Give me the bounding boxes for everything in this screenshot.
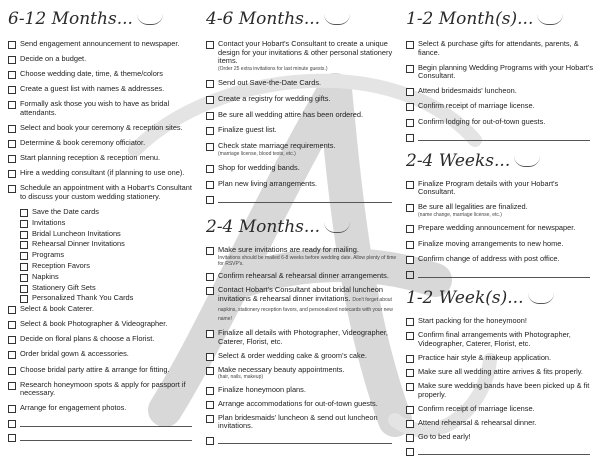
checkbox[interactable]: [8, 336, 16, 344]
checklist-item[interactable]: [406, 224, 596, 233]
checkbox[interactable]: [20, 220, 28, 228]
blank-lines-6-12: [8, 419, 198, 442]
checkbox[interactable]: [8, 56, 16, 64]
checklist-item[interactable]: [406, 255, 596, 264]
section-title-4-6-months: 4-6 Months...: [206, 8, 398, 30]
checkbox[interactable]: [406, 204, 414, 212]
checklist-item-text: Select and book your ceremony & reception sites.: [20, 123, 183, 133]
checklist-item[interactable]: [8, 305, 198, 314]
checklist-item[interactable]: [206, 286, 398, 323]
checklist-item[interactable]: [406, 102, 596, 111]
checklist-item[interactable]: [8, 350, 198, 359]
checklist-item[interactable]: [406, 433, 596, 442]
checkbox[interactable]: [406, 383, 414, 391]
stationery-checklist-item[interactable]: [8, 284, 198, 293]
checklist-item[interactable]: [8, 404, 198, 413]
checklist-item[interactable]: [8, 169, 198, 178]
checklist-item[interactable]: [406, 405, 596, 414]
checkbox[interactable]: [206, 415, 214, 423]
checklist-item-text: Finalize moving arrangements to new home.: [418, 238, 564, 248]
checkbox[interactable]: [8, 140, 16, 148]
checkbox[interactable]: [8, 185, 16, 193]
blank-lines-2-4-months: [206, 436, 398, 445]
checklist-item-text: Confirm lodging for out-of-town guests.: [418, 116, 546, 126]
checklist-item-text: Be sure all legalities are finalized.: [418, 202, 528, 212]
stationery-checklist-item[interactable]: [8, 294, 198, 303]
checkbox[interactable]: [8, 351, 16, 359]
blank-lines-4-6: [206, 195, 398, 204]
checklist-item-text: Shop for wedding bands.: [218, 162, 300, 172]
checklist-item-text: Plan new living arrangements.: [218, 178, 318, 188]
checkbox[interactable]: [206, 330, 214, 338]
checkbox[interactable]: [406, 369, 414, 377]
checklist-item-text: Select & book Photographer & Videographer.: [20, 319, 168, 329]
checklist-item-text: Finalize Program details with your Hobart's Consultant.: [418, 178, 559, 197]
checklist-item-text: Rehearsal Dinner Invitations: [32, 239, 125, 249]
section-title-1-2-months: 1-2 Month(s)...: [406, 8, 596, 30]
stationery-checklist-item[interactable]: [8, 230, 198, 239]
checklist-item[interactable]: [406, 354, 596, 363]
checklist-item[interactable]: [406, 240, 596, 249]
checklist-item-text: Make necessary beauty appointments.: [218, 364, 345, 374]
section-title-1-2-weeks: 1-2 Week(s)...: [406, 287, 596, 309]
checklist-item[interactable]: [406, 87, 596, 96]
checklist-item-text: Order bridal gown & accessories.: [20, 349, 129, 359]
stationery-checklist: [8, 208, 198, 303]
checklist-item-text: Schedule an appointment with a Hobart's Consultant to discuss your custom wedding stationery.: [20, 183, 192, 202]
checklist-item-text: Stationery Gift Sets: [32, 282, 96, 292]
checklist-item-text: Reception Favors: [32, 261, 90, 271]
column-4-6-and-2-4-months: [206, 0, 398, 445]
checklist-item-text: Decide on a budget.: [20, 54, 87, 64]
checklist-item[interactable]: [206, 414, 398, 431]
checklist-item[interactable]: [406, 180, 596, 197]
checklist-item-text: Check state marriage requirements.: [218, 141, 336, 151]
checkbox[interactable]: [406, 332, 414, 340]
checkbox[interactable]: [406, 181, 414, 189]
checklist-item-text: Send engagement announcement to newspaper.: [20, 39, 180, 48]
checklist-item[interactable]: [206, 126, 398, 135]
checklist-item-text: Start planning reception & reception menu.: [20, 153, 161, 163]
checklist-item[interactable]: [206, 352, 398, 361]
checklist-item-text: Make sure all wedding attire arrives & fits properly.: [418, 366, 583, 376]
checklist-item[interactable]: [8, 320, 198, 329]
checklist-item-note: Don't forget about napkins, stationery reception favors, and personalized notecards with your new name!: [218, 297, 393, 323]
checkbox[interactable]: [8, 382, 16, 390]
checkbox[interactable]: [206, 367, 214, 375]
blank-checklist-line[interactable]: [206, 195, 398, 204]
checkbox[interactable]: [20, 285, 28, 293]
checklist-item-text: Determine & book ceremony officiator.: [20, 138, 146, 148]
checklist-item-text: Formally ask those you wish to have as bridal attendants.: [20, 99, 170, 117]
checklist-item-text: Attend rehearsal & rehearsal dinner.: [418, 418, 537, 428]
checklist-item-text: Create a guest list with names & addresses.: [20, 84, 165, 94]
checklist-item[interactable]: [8, 40, 198, 49]
checkbox[interactable]: [406, 119, 414, 127]
checklist-item-text: Research honeymoon spots & apply for passport if necessary.: [20, 379, 186, 398]
checklist-item[interactable]: [8, 366, 198, 375]
checkbox[interactable]: [406, 406, 414, 414]
checklist-item-text: Create a registry for wedding gifts.: [218, 93, 331, 103]
checklist-6-12-months: [8, 40, 198, 202]
checklist-item-text: Prepare wedding announcement for newspaper.: [418, 223, 576, 233]
checklist-item[interactable]: [206, 142, 398, 157]
checklist-item-note: (marriage license, blood tests, etc.): [218, 150, 296, 157]
checklist-item-text: Finalize guest list.: [218, 125, 277, 135]
blank-checklist-line[interactable]: [8, 419, 198, 428]
checkbox[interactable]: [406, 225, 414, 233]
checklist-2-4-months: [206, 246, 398, 430]
checklist-item[interactable]: [8, 85, 198, 94]
checklist-item[interactable]: [8, 124, 198, 133]
checklist-item[interactable]: [8, 70, 198, 79]
checklist-item-note: Invitations should be mailed 6-8 weeks before wedding date. Allow plenty of time for RSVP's.: [218, 255, 397, 268]
checkbox[interactable]: [206, 353, 214, 361]
checklist-item[interactable]: [406, 382, 596, 399]
checkbox[interactable]: [8, 71, 16, 79]
column-weeks: [406, 0, 596, 456]
checklist-item-text: Practice hair style & makeup application.: [418, 352, 552, 362]
checkbox[interactable]: [206, 96, 214, 104]
checkbox[interactable]: [8, 125, 16, 133]
checklist-item-text: Confirm receipt of marriage license.: [418, 101, 535, 111]
checkbox[interactable]: [406, 65, 414, 73]
checklist-item[interactable]: [406, 118, 596, 127]
checkbox[interactable]: [8, 367, 16, 375]
checklist-1-2-weeks: [406, 317, 596, 442]
blank-lines-1-2-months: [406, 133, 596, 142]
stationery-checklist-item[interactable]: [8, 240, 198, 249]
checklist-item[interactable]: [8, 154, 198, 163]
checklist-item-text: Attend bridesmaids' luncheon.: [418, 86, 517, 96]
checklist-item-text: Napkins: [32, 271, 59, 281]
checklist-item[interactable]: [406, 203, 596, 218]
checkbox[interactable]: [206, 41, 214, 49]
checklist-item-text: Start packing for the honeymoon!: [418, 315, 527, 325]
checkbox[interactable]: [20, 241, 28, 249]
checkbox[interactable]: [206, 112, 214, 120]
blank-lines-2-4-weeks: [406, 270, 596, 279]
checkbox[interactable]: [8, 321, 16, 329]
checklist-1-2-months: [406, 40, 596, 126]
checklist-4-6-months: [206, 40, 398, 188]
checkbox[interactable]: [206, 401, 214, 409]
checkbox[interactable]: [20, 274, 28, 282]
checkbox[interactable]: [406, 103, 414, 111]
blank-checklist-line[interactable]: [206, 436, 398, 445]
blank-lines-1-2-weeks: [406, 447, 596, 456]
checklist-item-text: Save the Date cards: [32, 207, 99, 217]
checklist-item[interactable]: [406, 64, 596, 81]
checklist-item[interactable]: [8, 335, 198, 344]
checklist-item-text: Select & purchase gifts for attendants, parents, & fiance.: [418, 39, 579, 57]
stationery-checklist-item[interactable]: [8, 262, 198, 271]
checklist-item-text: Send out Save-the-Date Cards.: [218, 77, 322, 87]
checkbox[interactable]: [206, 143, 214, 151]
section-title-2-4-months: 2-4 Months...: [206, 216, 398, 238]
checklist-item-note: (name change, marriage license, etc.): [418, 211, 502, 218]
checkbox[interactable]: [406, 241, 414, 249]
checkbox[interactable]: [20, 231, 28, 239]
checkbox[interactable]: [406, 434, 414, 442]
checklist-item-text: Confirm rehearsal & rehearsal dinner arrangements.: [218, 271, 389, 281]
checklist-item-text: Finalize honeymoon plans.: [218, 384, 306, 394]
checklist-item-text: Personalized Thank You Cards: [32, 293, 134, 303]
checkbox[interactable]: [406, 355, 414, 363]
checklist-item[interactable]: [206, 95, 398, 104]
checkbox[interactable]: [8, 306, 16, 314]
checkbox[interactable]: [8, 155, 16, 163]
section-title-6-12-months: 6-12 Months...: [8, 8, 198, 30]
checklist-item-text: Decide on floral plans & choose a Florist.: [20, 334, 155, 344]
checklist-item[interactable]: [206, 329, 398, 346]
checklist-item[interactable]: [406, 317, 596, 326]
checklist-item[interactable]: [206, 111, 398, 120]
checklist-item-text: Arrange for engagement photos.: [20, 403, 127, 413]
checklist-item-text: Make sure wedding bands have been picked up & fit properly.: [418, 381, 590, 399]
checklist-item-note: (hair, nails, makeup): [218, 374, 264, 381]
checklist-6-12-months-continued: [8, 305, 198, 413]
checkbox[interactable]: [406, 256, 414, 264]
checklist-item[interactable]: [406, 368, 596, 377]
checklist-item-text: Select & order wedding cake & groom's cake.: [218, 350, 367, 360]
blank-checklist-line[interactable]: [406, 270, 596, 279]
checkbox[interactable]: [206, 387, 214, 395]
section-title-2-4-weeks: 2-4 Weeks...: [406, 150, 596, 172]
checklist-item-text: Contact your Hobart's Consultant to create a unique design for your invitations & other personal stationery items.: [218, 39, 393, 66]
stationery-checklist-item[interactable]: [8, 219, 198, 228]
checklist-item[interactable]: [206, 40, 398, 72]
column-6-12-months: [8, 0, 198, 442]
checklist-item-text: Choose wedding date, time, & theme/colors: [20, 69, 163, 79]
checklist-item-text: Invitations: [32, 217, 66, 227]
checkbox[interactable]: [206, 247, 214, 255]
checklist-item-text: Confirm change of address with post office.: [418, 253, 560, 263]
checklist-item-text: Confirm final arrangements with Photographer, Videographer, Caterer, Florist, etc.: [418, 329, 571, 348]
checklist-item-text: Make sure invitations are ready for mailing.: [218, 245, 359, 255]
checklist-item-text: Arrange accommodations for out-of-town guests.: [218, 398, 378, 408]
checklist-item[interactable]: [206, 164, 398, 173]
checkbox[interactable]: [8, 405, 16, 413]
stationery-checklist-item[interactable]: [8, 208, 198, 217]
checklist-item[interactable]: [206, 400, 398, 409]
checkbox[interactable]: [8, 101, 16, 109]
checkbox[interactable]: [206, 127, 214, 135]
checkbox[interactable]: [406, 41, 414, 49]
checklist-item-text: Contact Hobart's Consultant about bridal luncheon invitations & rehearsal dinner invitations.: [218, 285, 383, 303]
checklist-item[interactable]: [206, 272, 398, 281]
blank-checklist-line[interactable]: [406, 447, 596, 456]
checklist-item[interactable]: [8, 55, 198, 64]
checkbox[interactable]: [20, 263, 28, 271]
stationery-checklist-item[interactable]: [8, 251, 198, 260]
checklist-item[interactable]: [8, 381, 198, 398]
checklist-item[interactable]: [8, 139, 198, 148]
checkbox[interactable]: [206, 273, 214, 281]
checklist-item[interactable]: [206, 246, 398, 267]
checklist-item[interactable]: [206, 180, 398, 189]
checklist-item-text: Be sure all wedding attire has been ordered.: [218, 109, 364, 119]
checkbox[interactable]: [206, 165, 214, 173]
checklist-item[interactable]: [206, 79, 398, 88]
checklist-item[interactable]: [406, 331, 596, 348]
checklist-item[interactable]: [406, 419, 596, 428]
checklist-item[interactable]: [8, 100, 198, 117]
checklist-2-4-weeks: [406, 180, 596, 264]
checklist-item[interactable]: [206, 386, 398, 395]
checkbox[interactable]: [406, 318, 414, 326]
checkbox[interactable]: [206, 80, 214, 88]
checkbox[interactable]: [206, 287, 214, 295]
checklist-item-text: Hire a wedding consultant (if planning to use one).: [20, 168, 185, 178]
blank-checklist-line[interactable]: [8, 433, 198, 442]
checklist-item-text: Select & book Caterer.: [20, 304, 94, 314]
checkbox[interactable]: [20, 209, 28, 217]
checkbox[interactable]: [20, 295, 28, 303]
checklist-item-text: Bridal Luncheon Invitations: [32, 228, 121, 238]
checklist-item-text: Choose bridal party attire & arrange for fitting.: [20, 364, 170, 374]
checkbox[interactable]: [406, 88, 414, 96]
checklist-item-text: Begin planning Wedding Programs with your Hobart's Consultant.: [418, 62, 594, 81]
stationery-checklist-item[interactable]: [8, 273, 198, 282]
blank-checklist-line[interactable]: [406, 133, 596, 142]
checkbox[interactable]: [20, 252, 28, 260]
checklist-item-note: (Order 25 extra invitations for last minute guests.): [218, 65, 328, 72]
checklist-item-text: Confirm receipt of marriage license.: [418, 403, 535, 413]
checkbox[interactable]: [8, 86, 16, 94]
checklist-item-text: Finalize all details with Photographer, Videographer, Caterer, Florist, etc.: [218, 328, 388, 346]
checklist-item[interactable]: [406, 40, 596, 57]
checkbox[interactable]: [206, 181, 214, 189]
checklist-item[interactable]: [206, 366, 398, 381]
checklist-item-text: Plan bridesmaids' luncheon & send out luncheon invitations.: [218, 412, 378, 431]
checkbox[interactable]: [8, 41, 16, 49]
checkbox[interactable]: [406, 420, 414, 428]
checkbox[interactable]: [8, 170, 16, 178]
checklist-item-text: Go to bed early!: [418, 432, 471, 442]
checklist-item[interactable]: [8, 184, 198, 201]
checklist-item-text: Programs: [32, 250, 65, 260]
